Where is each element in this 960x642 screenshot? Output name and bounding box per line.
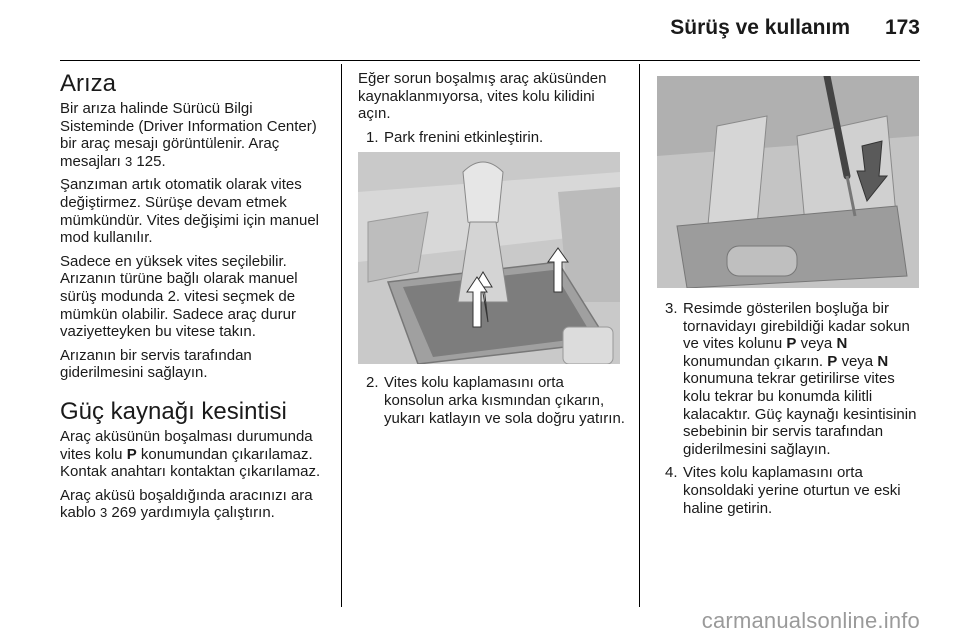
step-item (657, 300, 921, 458)
watermark: carmanualsonline.info (701, 608, 920, 633)
column-1 (60, 70, 330, 528)
page-reference-icon: 3 (100, 505, 108, 521)
column-divider-1 (341, 64, 342, 607)
text: konumuna tekrar getirilirse vites kolu tekrar bu konumda kilitli kalacaktır. Güç kaynağı kesintisinin sebebinin bir servis tarafından giderilmesini sağlayın. (683, 370, 917, 458)
text: Resimde gösterilen boşluğa bir tornavidayı girebildiği kadar sokun ve vites kolunu (683, 300, 910, 353)
column-divider-2 (639, 64, 640, 607)
gear-position: P (827, 352, 838, 370)
step-number: 1. (366, 128, 379, 146)
step-text: Vites kolu kaplamasını orta konsolun arka kısmından çıkarın, yukarı katlayın ve sola doğru yatırın. (384, 374, 625, 427)
text: Araç aküsünün boşalması durumunda vites kolu (60, 427, 313, 463)
text: konumundan çıkarın. (683, 352, 828, 370)
step-item (358, 374, 626, 427)
page-reference-icon: 3 (125, 153, 133, 169)
heading-malfunction: Arıza (60, 70, 117, 97)
step-item (358, 129, 626, 147)
page-number: 173 (884, 16, 920, 39)
screwdriver-illustration (657, 76, 919, 288)
column-2 (358, 70, 626, 433)
gear-lever-drawing (358, 152, 620, 364)
step-text: Vites kolu kaplamasını orta konsoldaki yerine oturtun ve eski haline getirin. (683, 464, 901, 517)
page-header (0, 0, 960, 62)
paragraph (60, 428, 330, 481)
paragraph (60, 100, 330, 170)
gear-position: P (126, 445, 137, 463)
paragraph (60, 487, 330, 522)
text: Bir arıza halinde Sürücü Bilgi Sisteminde (Driver Information Center) bir araç mesajı görüntülenir. Araç mesajları (60, 100, 317, 170)
text: 125. (132, 152, 166, 170)
section-title: Sürüş ve kullanım (670, 16, 850, 39)
column-3 (657, 76, 921, 523)
text: Araç aküsü boşaldığında aracınızı ara kablo (60, 486, 313, 522)
heading-power-interruption: Güç kaynağı kesintisi (60, 397, 287, 425)
paragraph: Arızanın bir servis tarafından giderilmesini sağlayın. (60, 346, 252, 382)
text: konumundan çıkarılamaz. Kontak anahtarı kontaktan çıkarılamaz. (60, 445, 321, 481)
header-divider (60, 60, 920, 61)
paragraph: Eğer sorun boşalmış araç aküsünden kaynaklanmıyorsa, vites kolu kilidini açın. (358, 70, 607, 123)
gear-position: N (836, 335, 848, 353)
text: veya (837, 352, 878, 370)
text: 269 yardımıyla çalıştırın. (107, 504, 275, 522)
paragraph: Şanzıman artık otomatik olarak vites değiştirmez. Sürüşe devam etmek mümkündür. Vites değişimi için manuel mod kullanılır. (60, 176, 320, 247)
step-item (657, 464, 921, 517)
gear-lever-illustration (358, 152, 620, 364)
gear-position: N (877, 352, 889, 370)
step-text (683, 300, 916, 458)
screwdriver-drawing (657, 76, 919, 288)
step-number: 3. (665, 300, 678, 317)
step-text: Park frenini etkinleştirin. (384, 128, 544, 146)
gear-position: P (786, 335, 797, 353)
text: veya (796, 335, 837, 353)
step-number: 4. (665, 464, 678, 482)
step-number: 2. (366, 374, 379, 392)
paragraph: Sadece en yüksek vites seçilebilir. Arızanın türüne bağlı olarak manuel sürüş modunda 2. vitesi seçmek de mümkün olabilir. Sadece araç durur vaziyetteyken bu vitese takın. (60, 252, 298, 341)
